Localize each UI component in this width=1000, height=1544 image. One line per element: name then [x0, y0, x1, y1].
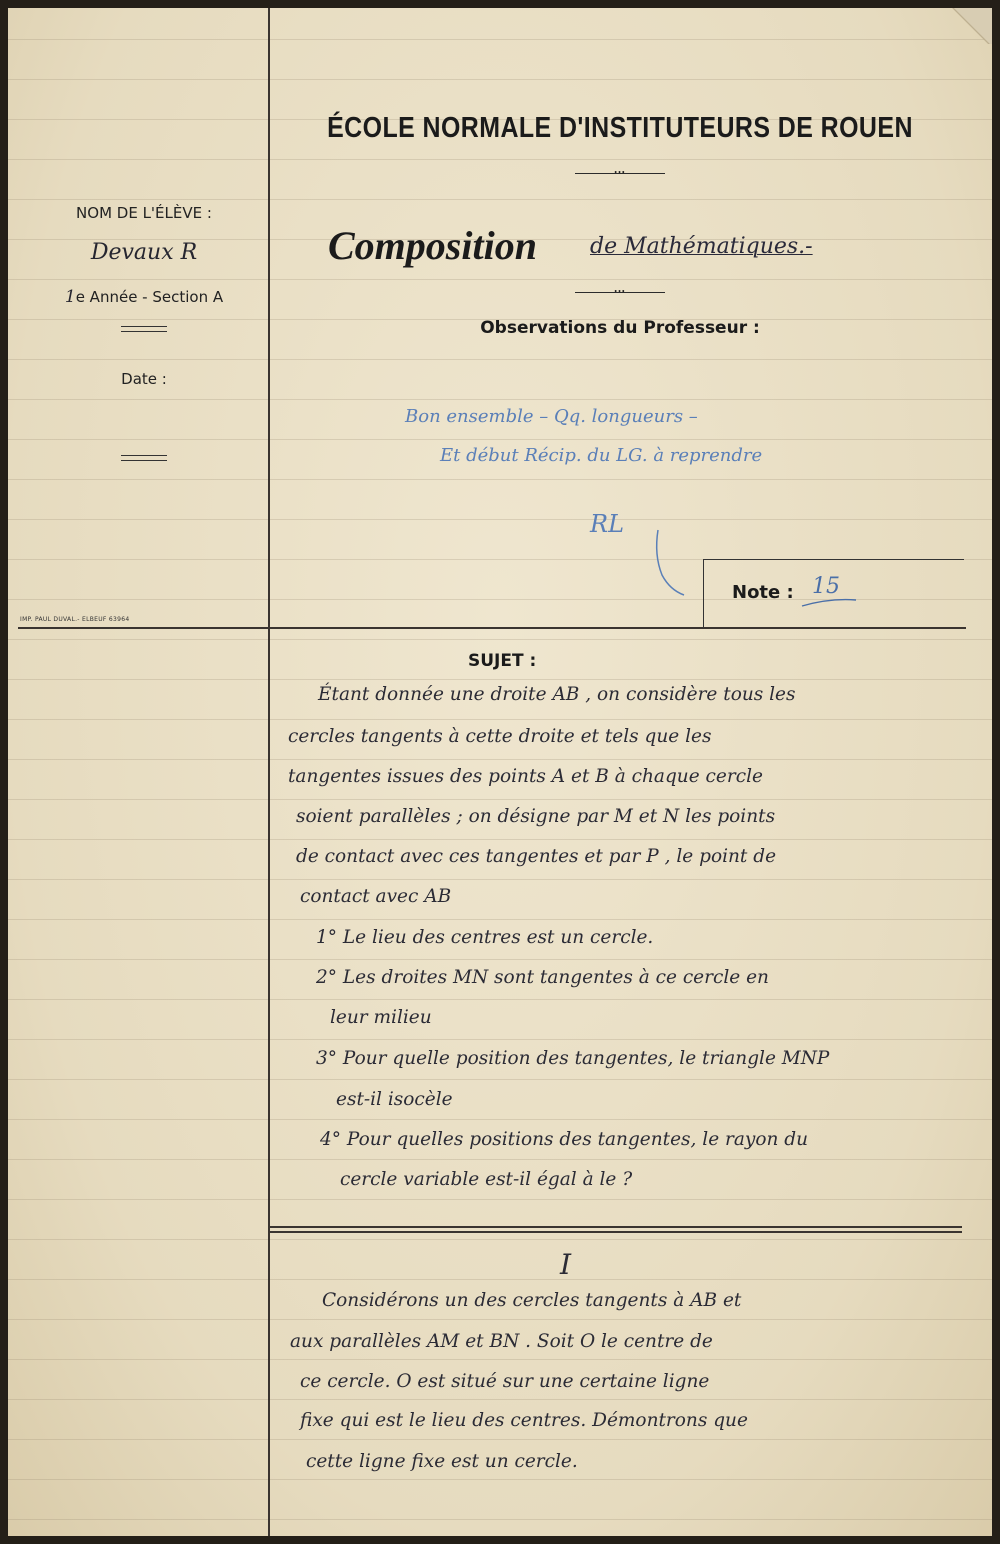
ornament-rule: •••	[575, 173, 665, 174]
subject-item-2: 2° Les droites MN sont tangentes à ce cercle en	[316, 967, 769, 988]
subject-line: cercle variable est-il égal à le ?	[340, 1169, 633, 1190]
subject-line: Étant donnée une droite AB , on considère tous les	[318, 684, 796, 705]
professor-initials: RL	[590, 510, 625, 538]
year-number: 1	[64, 287, 76, 307]
initials-flourish	[640, 525, 690, 600]
grade-underline	[800, 596, 860, 610]
subject-item-3: 3° Pour quelle position des tangentes, le triangle MNP	[316, 1048, 830, 1069]
subject-divider-bottom	[270, 1231, 962, 1233]
answer-section-number: I	[560, 1248, 572, 1281]
subject-divider-top	[270, 1226, 962, 1228]
subject-line: de contact avec ces tangentes et par P , le point de	[296, 846, 777, 867]
subject-line: est-il isocèle	[336, 1089, 453, 1110]
subject-item-1: 1° Le lieu des centres est un cercle.	[316, 927, 654, 948]
subject-heading: SUJET :	[468, 651, 537, 671]
subject-item-4: 4° Pour quelles positions des tangentes, le rayon du	[320, 1129, 809, 1150]
school-title: ÉCOLE NORMALE D'INSTITUTEURS DE ROUEN	[327, 112, 913, 144]
student-label: NOM DE L'ÉLÈVE :	[76, 204, 212, 222]
observation-line-1: Bon ensemble – Qq. longueurs –	[405, 406, 698, 427]
observation-line-2: Et début Récip. du LG. à reprendre	[440, 445, 763, 466]
subject-line: soient parallèles ; on désigne par M et N les points	[296, 806, 776, 827]
answer-line: Considérons un des cercles tangents à AB et	[322, 1290, 742, 1311]
subject-line: cercles tangents à cette droite et tels que les	[288, 726, 712, 747]
date-label: Date :	[121, 370, 167, 388]
answer-line: ce cercle. O est situé sur une certaine ligne	[300, 1371, 710, 1392]
answer-line: cette ligne fixe est un cercle.	[306, 1451, 578, 1472]
student-name: Devaux R	[90, 240, 198, 265]
answer-line: aux parallèles AM et BN . Soit O le centre de	[290, 1331, 713, 1352]
subject-line: leur milieu	[330, 1007, 432, 1028]
double-rule	[121, 455, 167, 461]
subject-line: contact avec AB	[300, 886, 452, 907]
folded-corner	[950, 8, 992, 44]
grade-value: 15	[812, 574, 840, 599]
grade-label: Note :	[732, 582, 794, 603]
composition-subject: de Mathématiques.-	[590, 234, 813, 259]
answer-line: fixe qui est le lieu des centres. Démontrons que	[300, 1410, 748, 1431]
double-rule	[121, 326, 167, 332]
observations-label: Observations du Professeur :	[480, 318, 760, 338]
year-section	[20, 287, 268, 307]
printer-imprint: IMP. PAUL DUVAL.- ELBEUF 63964	[20, 616, 130, 623]
subject-line: tangentes issues des points A et B à chaque cercle	[288, 766, 763, 787]
year-section-text: e Année - Section A	[75, 288, 224, 306]
composition-title: Composition	[328, 223, 537, 268]
margin-rule	[268, 8, 270, 1536]
ornament-rule: •••	[575, 292, 665, 293]
